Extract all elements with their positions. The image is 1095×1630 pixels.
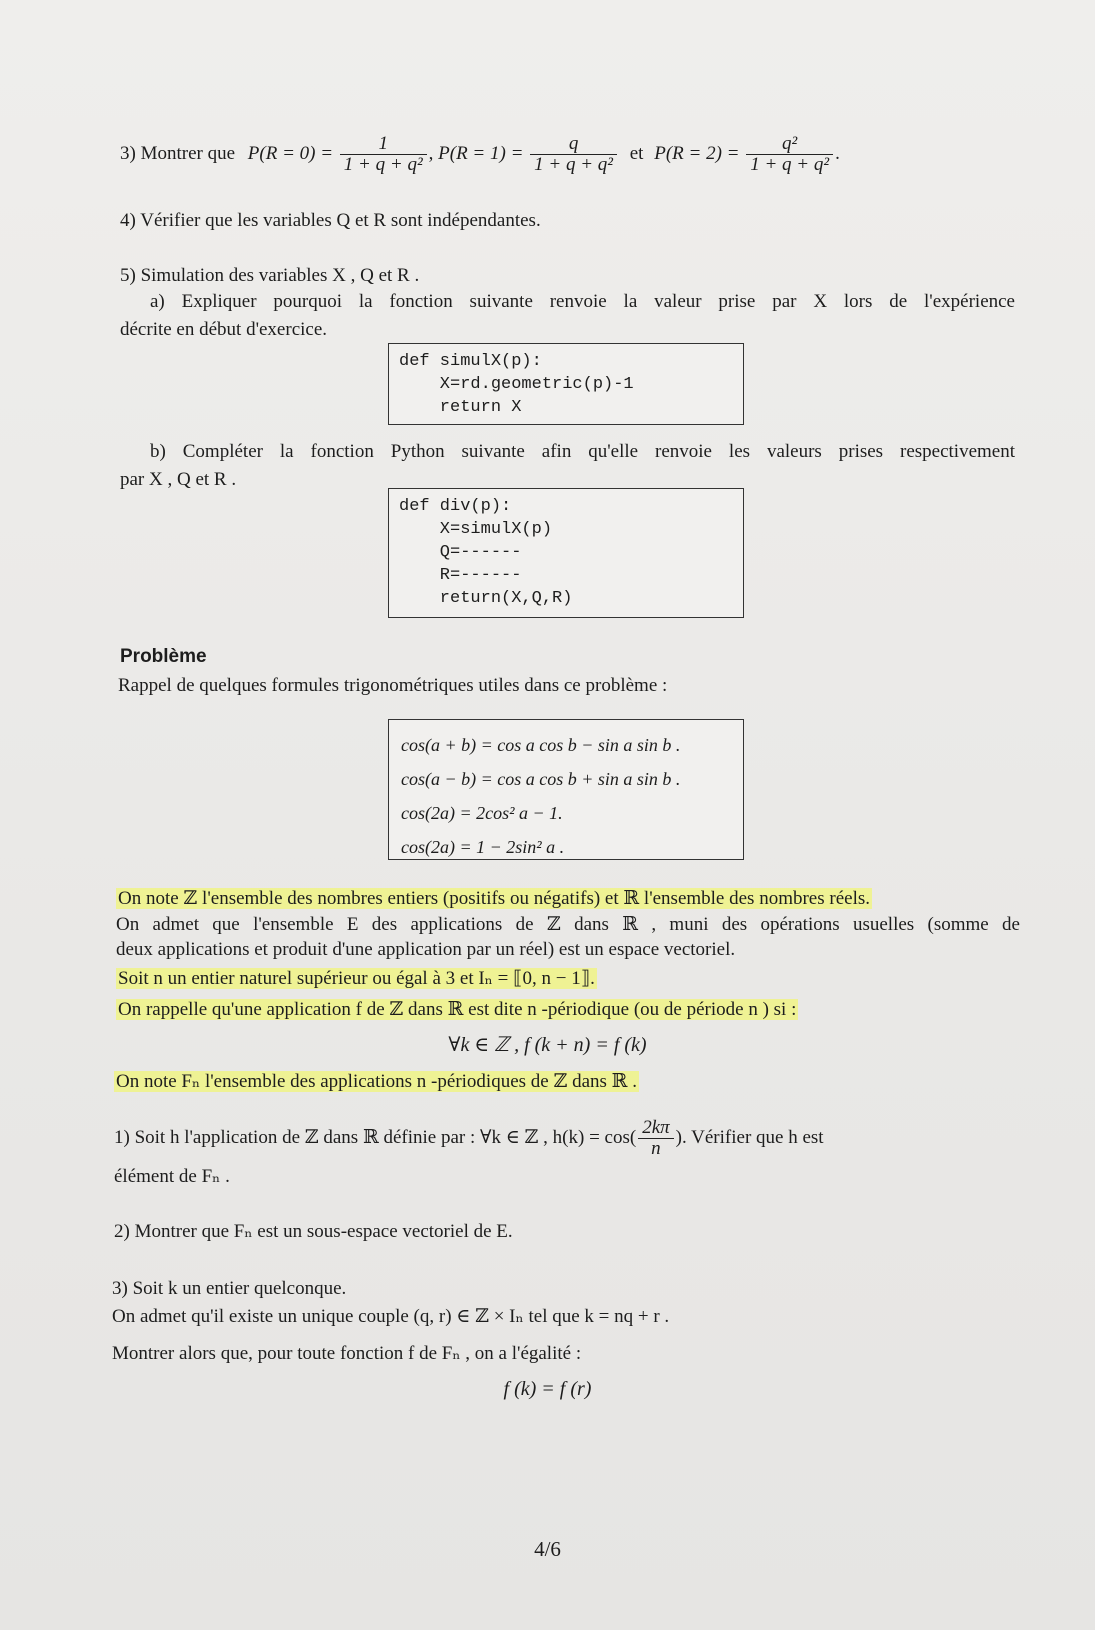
p2-fraction <box>746 134 833 175</box>
para-vector-space: deux applications et produit d'une application par un réel) est un espace vectoriel. <box>116 939 736 960</box>
code-line: X=simulX(p) <box>399 520 553 539</box>
formula-cos-double-2: cos(2a) = 1 − 2sin² a . <box>401 837 565 857</box>
p0-lhs: P(R = 0) = <box>247 142 334 164</box>
question-5-title: 5) Simulation des variables X , Q et R . <box>120 265 420 286</box>
question-5a-line2: décrite en début d'exercice. <box>120 319 328 340</box>
code-line: R=------ <box>399 566 522 585</box>
code-line: return(X,Q,R) <box>399 589 573 608</box>
code-simulx <box>388 343 744 425</box>
question-3-line: 3) Montrer que P(R = 0) = $\frac{1}{\text{1 + q + q²}}$ , P(R = 1) = $\frac{q}{\text{1 + q + q²}}$ et P(R = 2) = $\frac{\text{q²}}{\text{1 + q + q²}}$ . <box>120 133 840 175</box>
para-periodic <box>116 998 798 1022</box>
problem-q1-end: ). Vérifier que h est <box>675 1126 824 1148</box>
code-div <box>388 488 744 618</box>
code-line: X=rd.geometric(p)-1 <box>399 375 634 394</box>
p0-denominator: 1 + q + q² <box>343 154 423 175</box>
p2-numerator: q² <box>746 134 833 155</box>
probleme-title: Problème <box>120 646 207 667</box>
question-5a-line1: a) Expliquer pourquoi la fonction suivante renvoie la valeur prise par X lors de l'expérience <box>150 291 1015 312</box>
problem-q1-line <box>114 1118 824 1159</box>
problem-q3-show: Montrer alors que, pour toute fonction f de Fₙ , on a l'égalité : <box>112 1343 582 1364</box>
code-line: def div(p): <box>399 497 512 516</box>
p2-denominator: 1 + q + q² <box>750 154 830 175</box>
code-line: def simulX(p): <box>399 352 542 371</box>
formula-cos-double-1: cos(2a) = 2cos² a − 1. <box>401 803 563 823</box>
q1-numerator: 2kπ <box>638 1118 673 1139</box>
para-fn-def <box>114 1070 639 1094</box>
problem-q3-intro: 3) Soit k un entier quelconque. <box>112 1278 347 1299</box>
highlight-fn-def: On note Fₙ l'ensemble des applications n -périodiques de ℤ dans ℝ . <box>116 1071 637 1092</box>
problem-q1-start: 1) Soit h l'application de ℤ dans ℝ définie par : ∀k ∈ ℤ , h(k) = cos( <box>114 1126 637 1148</box>
p0-numerator: 1 <box>340 134 427 155</box>
para-e-def: On admet que l'ensemble E des applications de ℤ dans ℝ , muni des opérations usuelles (somme de <box>116 914 1020 935</box>
p2-lhs: P(R = 2) = <box>654 142 740 164</box>
problem-q2: 2) Montrer que Fₙ est un sous-espace vectoriel de E. <box>114 1221 513 1242</box>
p1-fraction <box>530 134 617 175</box>
periodicity-formula: ∀k ∈ ℤ , f (k + n) = f (k) <box>448 1034 647 1056</box>
rappel-line: Rappel de quelques formules trigonométriques utiles dans ce problème : <box>118 675 668 696</box>
q3-label: 3) Montrer que <box>120 142 236 164</box>
p1-denominator: 1 + q + q² <box>534 154 613 175</box>
highlight-z-r: On note ℤ l'ensemble des nombres entiers (positifs ou négatifs) et ℝ l'ensemble des nombres réels. <box>118 888 870 909</box>
highlight-n-def: Soit n un entier naturel supérieur ou égal à 3 et Iₙ = ⟦0, n − 1⟧. <box>118 968 595 989</box>
p1-numerator: q <box>530 134 617 155</box>
question-5b-line2: par X , Q et R . <box>120 469 237 490</box>
problem-q3-formula: f (k) = f (r) <box>503 1378 592 1400</box>
p1-lhs: P(R = 1) = <box>438 142 524 164</box>
code-line: return X <box>399 398 522 417</box>
highlight-periodic: On rappelle qu'une application f de ℤ dans ℝ est dite n -périodique (ou de période n ) si : <box>118 999 797 1020</box>
question-4: 4) Vérifier que les variables Q et R sont indépendantes. <box>120 210 541 231</box>
para-n-def <box>116 967 597 991</box>
code-line: Q=------ <box>399 543 522 562</box>
problem-q1-cont: élément de Fₙ . <box>114 1166 230 1187</box>
formula-cos-diff: cos(a − b) = cos a cos b + sin a sin b . <box>401 769 681 789</box>
formula-cos-sum: cos(a + b) = cos a cos b − sin a sin b . <box>401 735 681 755</box>
et-word: et <box>629 142 644 164</box>
trig-formulas-box <box>388 719 744 860</box>
p0-fraction <box>340 134 427 175</box>
q1-fraction <box>638 1118 673 1159</box>
q1-denominator: n <box>651 1138 661 1159</box>
page-number: 4/6 <box>534 1537 561 1561</box>
para-z-r <box>116 887 872 911</box>
problem-q3-couple: On admet qu'il existe un unique couple (q, r) ∈ ℤ × Iₙ tel que k = nq + r . <box>112 1306 670 1327</box>
question-5b-line1: b) Compléter la fonction Python suivante afin qu'elle renvoie les valeurs prises respectivement <box>150 441 1015 462</box>
